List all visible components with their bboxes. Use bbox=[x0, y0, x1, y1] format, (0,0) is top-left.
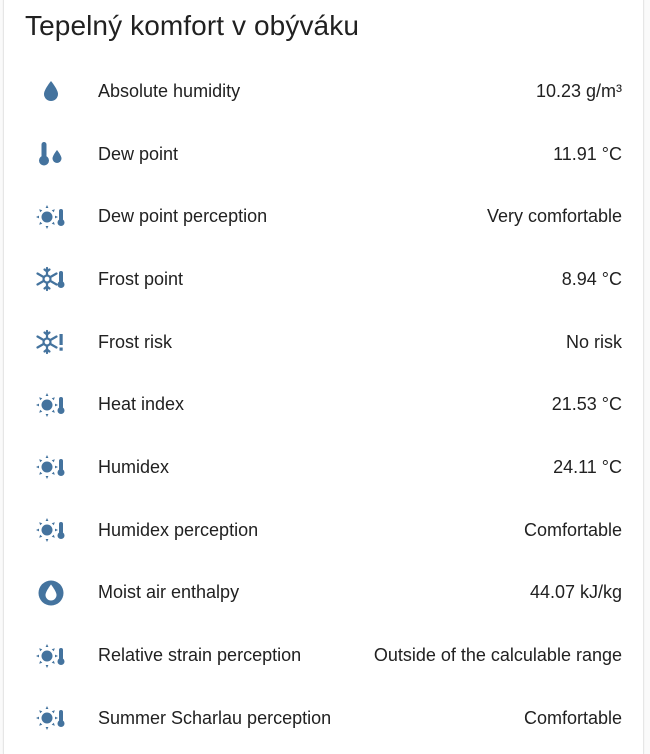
entity-value: No risk bbox=[565, 331, 622, 352]
entity-row-frost-point[interactable] bbox=[4, 248, 643, 311]
sun-thermometer-icon bbox=[34, 450, 68, 484]
sun-thermometer-icon bbox=[34, 513, 68, 547]
entity-label: Moist air enthalpy bbox=[98, 582, 240, 603]
entity-value: Comfortable bbox=[523, 519, 622, 540]
entity-value: 10.23 g/m³ bbox=[535, 80, 622, 101]
sun-thermometer-icon bbox=[34, 388, 68, 422]
entity-label: Frost point bbox=[98, 268, 184, 289]
entity-value: 44.07 kJ/kg bbox=[529, 582, 622, 603]
sun-thermometer-icon bbox=[34, 200, 68, 234]
entity-label: Heat index bbox=[98, 394, 185, 415]
card-title: Tepelný komfort v obýváku bbox=[25, 10, 359, 41]
entity-row-absolute-humidity[interactable] bbox=[4, 60, 643, 123]
sun-thermometer-icon bbox=[34, 701, 68, 735]
entity-row-dew-point[interactable] bbox=[4, 123, 643, 186]
entity-value: Very comfortable bbox=[486, 206, 622, 227]
water-drop-icon bbox=[34, 74, 68, 108]
entity-label: Dew point perception bbox=[98, 206, 268, 227]
entity-label: Dew point bbox=[98, 143, 179, 164]
entity-row-summer-scharlau-perception[interactable] bbox=[4, 687, 643, 750]
entity-value: 21.53 °C bbox=[551, 394, 622, 415]
entity-value: Outside of the calculable range bbox=[373, 645, 622, 666]
entity-row-humidex[interactable] bbox=[4, 436, 643, 499]
entity-row-heat-index[interactable] bbox=[4, 373, 643, 436]
entity-label: Absolute humidity bbox=[98, 80, 241, 101]
entity-label: Frost risk bbox=[98, 331, 172, 352]
entity-value: Comfortable bbox=[523, 707, 622, 728]
entity-row-moist-air-enthalpy[interactable] bbox=[4, 562, 643, 625]
entity-row-relative-strain-perception[interactable] bbox=[4, 624, 643, 687]
entity-row-humidex-perception[interactable] bbox=[4, 499, 643, 562]
entity-row-frost-risk[interactable] bbox=[4, 311, 643, 374]
sun-thermometer-icon bbox=[34, 639, 68, 673]
snowflake-thermometer-icon bbox=[34, 262, 68, 296]
entity-label: Summer Scharlau perception bbox=[98, 707, 332, 728]
entity-label: Humidex perception bbox=[98, 519, 259, 540]
entity-value: 8.94 °C bbox=[561, 268, 622, 289]
entities-card bbox=[3, 0, 644, 754]
entity-label: Humidex bbox=[98, 456, 170, 477]
snowflake-alert-icon bbox=[34, 325, 68, 359]
entity-row-dew-point-perception[interactable] bbox=[4, 185, 643, 248]
entity-label: Relative strain perception bbox=[98, 645, 302, 666]
entity-value: 11.91 °C bbox=[553, 143, 622, 164]
entity-value: 24.11 °C bbox=[553, 456, 622, 477]
water-outline-icon bbox=[34, 576, 68, 610]
thermometer-water-icon bbox=[34, 137, 68, 171]
entity-list bbox=[4, 60, 643, 750]
